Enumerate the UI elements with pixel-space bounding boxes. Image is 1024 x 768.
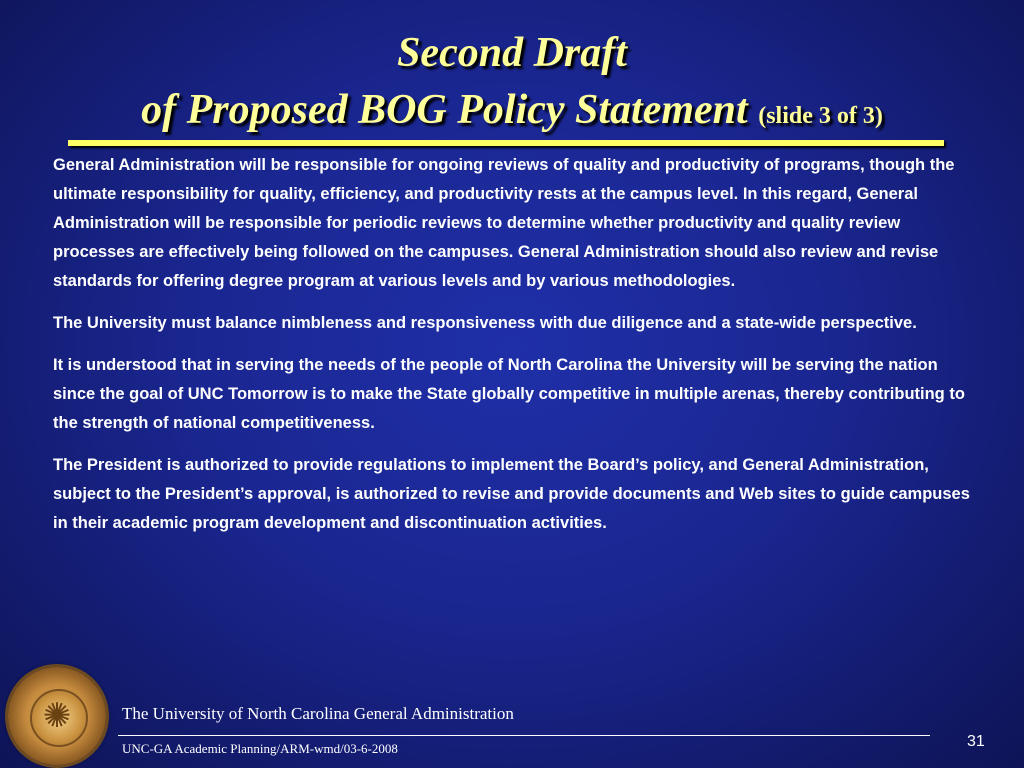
footer-divider: [118, 735, 930, 736]
slide-title-main: of Proposed BOG Policy Statement: [141, 87, 748, 133]
body-paragraph: The University must balance nimbleness and responsiveness with due diligence and a state-wide perspective.: [53, 314, 917, 332]
footer-organization: The University of North Carolina General Administration: [122, 704, 514, 723]
body-paragraph: The President is authorized to provide regulations to implement the Board’s policy, and General Administration, subject to the President’s approval, is authorized to revise and provide documents and Web sites to guide campuses in their academic program development and discontinuation activities.: [53, 456, 970, 532]
slide-body: [53, 151, 983, 551]
slide-title-line2: [0, 85, 1024, 141]
body-paragraph: General Administration will be responsible for ongoing reviews of quality and productivity of programs, though the ultimate responsibility for quality, efficiency, and productivity rests at the campus level. In this regard, General Administration will be responsible for periodic reviews to determine whether productivity and quality review processes are effectively being followed on the campuses. General Administration should also review and revise standards for offering degree program at various levels and by various methodologies.: [53, 156, 955, 290]
footer-reference: UNC-GA Academic Planning/ARM-wmd/03-6-2008: [122, 741, 398, 756]
title-divider: [68, 140, 944, 146]
university-seal-icon: [8, 667, 106, 765]
slide-counter: (slide 3 of 3): [758, 103, 883, 129]
seal-emblem-icon: ✺: [42, 697, 72, 735]
page-number: 31: [967, 733, 985, 750]
slide-title-line1: Second Draft: [397, 30, 627, 76]
body-paragraph: It is understood that in serving the needs of the people of North Carolina the University will be serving the nation since the goal of UNC Tomorrow is to make the State globally competitive in multiple arenas, thereby contributing to the strength of national competitiveness.: [53, 356, 965, 432]
